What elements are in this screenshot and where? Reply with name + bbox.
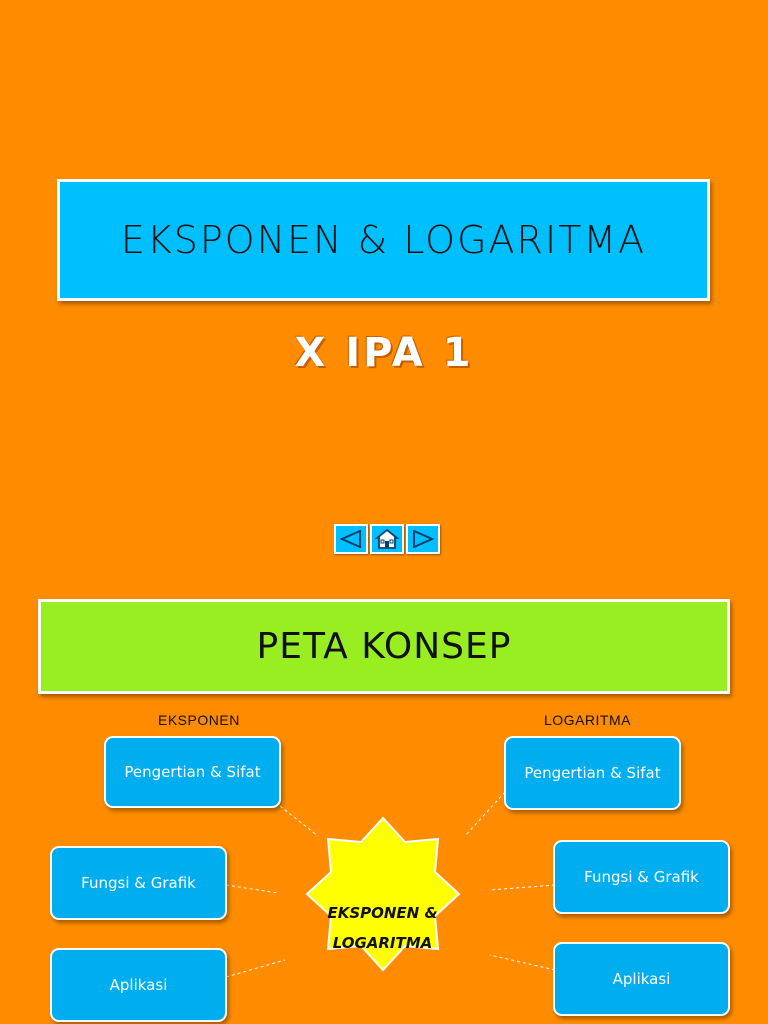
right-node-aplikasi-label: Aplikasi: [612, 970, 671, 988]
left-node-pengertian[interactable]: [104, 736, 281, 808]
connector-right-middle: [490, 885, 555, 890]
class-subtitle: X IPA 1: [294, 330, 474, 376]
connector-left-bottom: [226, 960, 285, 977]
left-node-fungsi[interactable]: [50, 846, 227, 920]
connector-left-top: [280, 806, 318, 836]
left-column-label: EKSPONEN: [158, 712, 240, 728]
right-node-fungsi[interactable]: [553, 840, 730, 914]
center-node-label[interactable]: EKSPONEN & LOGARITMA: [327, 904, 438, 952]
right-node-pengertian[interactable]: [504, 736, 681, 810]
left-node-aplikasi-label: Aplikasi: [109, 976, 168, 994]
right-node-pengertian-label: Pengertian & Sifat: [524, 764, 661, 782]
right-node-aplikasi[interactable]: [553, 942, 730, 1016]
connector-left-middle: [226, 885, 278, 893]
left-node-aplikasi[interactable]: [50, 948, 227, 1022]
connector-right-bottom: [490, 955, 555, 970]
concept-map-title: PETA KONSEP: [256, 626, 512, 667]
right-column-label: LOGARITMA: [544, 712, 631, 728]
left-node-fungsi-label: Fungsi & Grafik: [81, 874, 196, 892]
left-node-pengertian-label: Pengertian & Sifat: [124, 763, 261, 781]
connector-right-top: [465, 792, 505, 836]
right-node-fungsi-label: Fungsi & Grafik: [584, 868, 699, 886]
slide-title: EKSPONEN & LOGARITMA: [120, 218, 647, 262]
